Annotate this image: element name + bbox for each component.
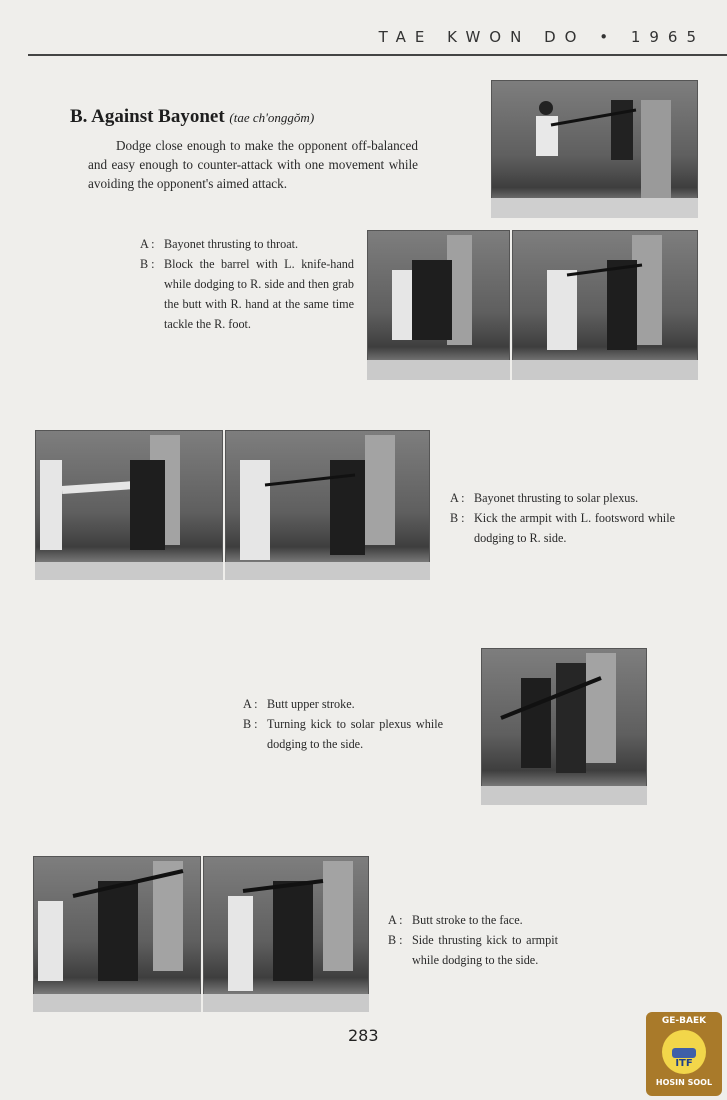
page-number: 283: [348, 1026, 379, 1045]
caption-a-text: Bayonet thrusting to throat.: [164, 237, 299, 251]
caption-a-label: A :: [450, 491, 465, 505]
photo-technique-2b: [225, 430, 430, 580]
badge-bottom-text: HOSIN SOOL: [655, 1078, 713, 1087]
section-title-text: B. Against Bayonet: [70, 106, 225, 127]
photo-technique-1b: [512, 230, 698, 380]
badge-top-text: GE-BAEK: [661, 1016, 707, 1026]
section-term: (tae ch'onggŏm): [229, 110, 315, 125]
caption-b-text: Side thrusting kick to armpit while dodging to the side.: [412, 933, 558, 967]
photo-technique-3: [481, 648, 647, 805]
section-intro: Dodge close enough to make the opponent off-balanced and easy enough to counter-attack with one movement while avoiding the opponent's aimed attack.: [88, 138, 418, 191]
caption-b-label: B :: [140, 257, 155, 271]
caption-a-label: A :: [140, 237, 155, 251]
section-title: [70, 106, 314, 128]
caption-b-label: B :: [450, 511, 465, 525]
caption-a-label: A :: [243, 697, 258, 711]
caption-b-text: Turning kick to solar plexus while dodging to the side.: [267, 717, 443, 751]
caption-technique-2: [450, 488, 675, 548]
caption-technique-4: [388, 910, 558, 970]
caption-technique-3: [243, 694, 443, 754]
caption-a-text: Butt stroke to the face.: [412, 913, 523, 927]
photo-intro: [491, 80, 698, 218]
photo-technique-4a: [33, 856, 201, 1012]
caption-b-text: Kick the armpit with L. footsword while dodging to R. side.: [474, 511, 675, 545]
caption-b-label: B :: [243, 717, 258, 731]
caption-a-text: Butt upper stroke.: [267, 697, 355, 711]
badge-itf-text: ITF: [675, 1058, 693, 1069]
caption-technique-1: [140, 234, 354, 334]
caption-a-text: Bayonet thrusting to solar plexus.: [474, 491, 639, 505]
caption-b-text: Block the barrel with L. knife-hand while dodging to R. side and then grab the butt with R. hand at the same time tackle the R. foot.: [164, 257, 354, 331]
header-rule: [28, 54, 727, 56]
ge-baek-badge: [646, 1012, 722, 1096]
running-head: TAE KWON DO • 1965: [378, 28, 705, 46]
photo-technique-4b: [203, 856, 369, 1012]
caption-a-label: A :: [388, 913, 403, 927]
photo-technique-1a: [367, 230, 510, 380]
photo-technique-2a: [35, 430, 223, 580]
caption-b-label: B :: [388, 933, 403, 947]
